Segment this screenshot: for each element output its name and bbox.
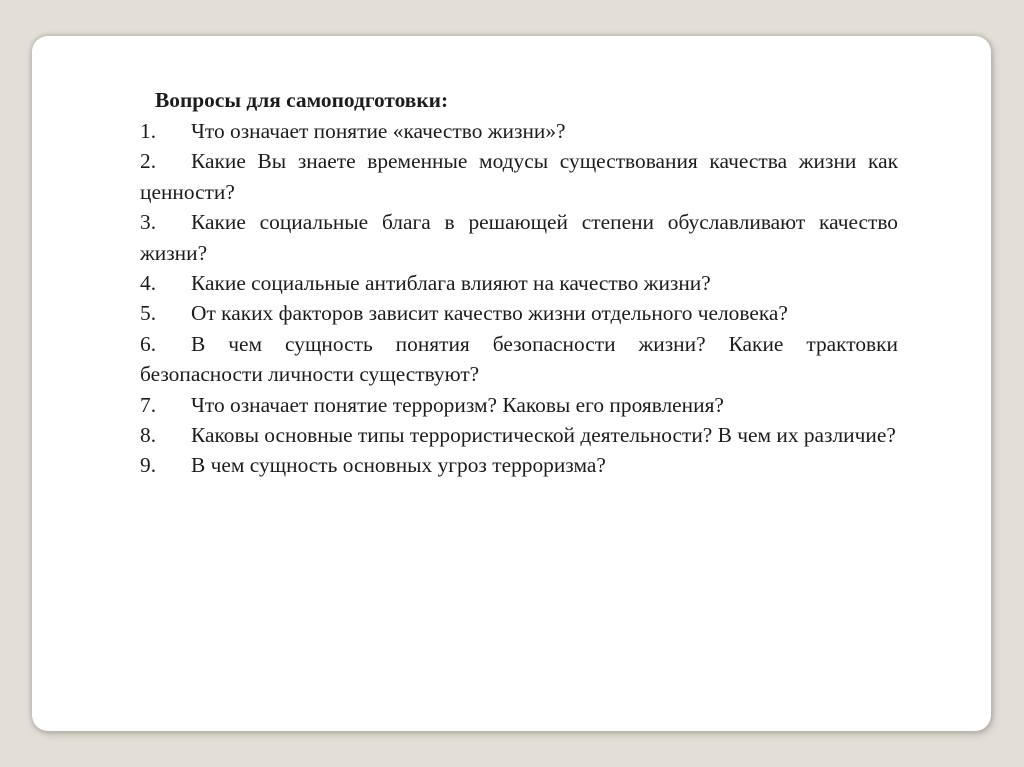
question-item	[140, 298, 898, 328]
question-number: 9.	[140, 453, 157, 478]
question-number: 5.	[140, 301, 157, 326]
question-text: От каких факторов зависит качество жизни отдельного человека?	[191, 301, 788, 326]
question-item	[140, 207, 898, 268]
question-number: 2.	[140, 149, 157, 174]
question-text: В чем сущность основных угроз терроризма?	[191, 453, 606, 478]
question-number: 4.	[140, 271, 157, 296]
question-text: Что означает понятие «качество жизни»?	[191, 119, 566, 143]
question-text: Какие социальные антиблага влияют на качество жизни?	[191, 271, 711, 296]
question-item	[140, 329, 898, 390]
heading: Вопросы для самоподготовки:	[155, 88, 449, 112]
question-text: Какие Вы знаете временные модусы существования качества жизни как ценности?	[140, 149, 898, 204]
question-item	[140, 146, 898, 207]
question-number: 1.	[140, 119, 157, 143]
question-number: 6.	[140, 331, 157, 356]
question-text: Что означает понятие терроризм? Каковы его проявления?	[191, 392, 724, 417]
question-text: В чем сущность понятия безопасности жизни? Какие трактовки безопасности личности существуют?	[140, 331, 898, 387]
question-number: 7.	[140, 392, 157, 417]
question-item	[140, 268, 898, 298]
question-item	[140, 420, 898, 450]
question-item	[140, 450, 898, 480]
question-number: 3.	[140, 210, 157, 235]
question-number: 8.	[140, 423, 157, 448]
question-item	[140, 116, 898, 146]
question-text: Какие социальные блага в решающей степени обуславливают качество жизни?	[140, 210, 898, 265]
question-text: Каковы основные типы террористической деятельности? В чем их различие?	[191, 423, 896, 448]
question-item	[140, 390, 898, 420]
questions-block	[140, 84, 898, 481]
